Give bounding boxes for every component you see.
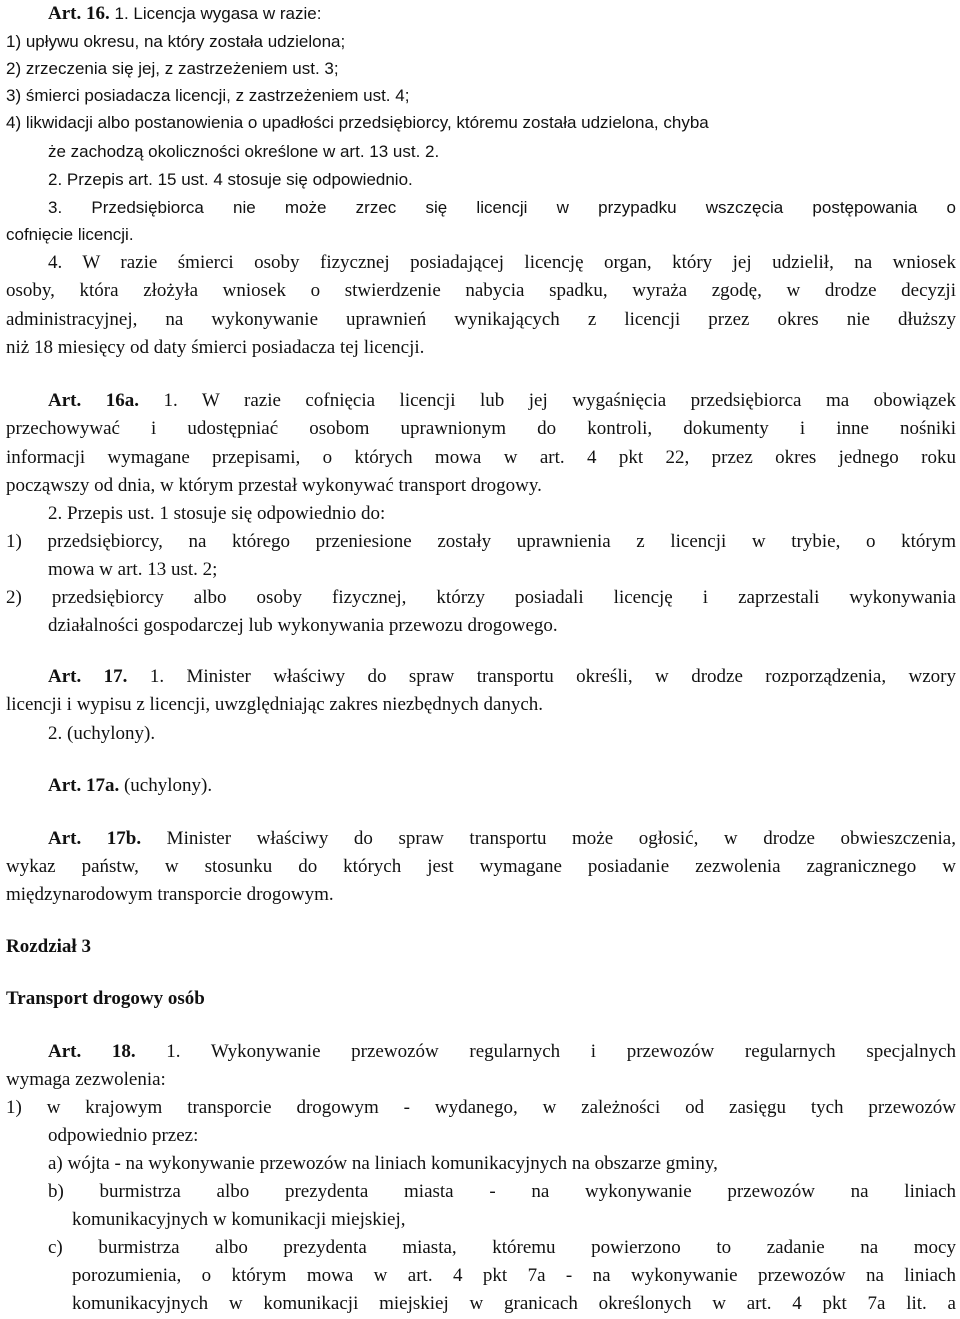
line-text: cofnięcie licencji. xyxy=(6,225,134,244)
line-text: 1) upływu okresu, na który została udzielona; xyxy=(6,32,346,51)
text-line xyxy=(48,827,956,851)
line-text: informacji wymagane przepisami, o których mowa w art. 4 pkt 22, przez okres jednego roku xyxy=(6,447,956,468)
line-text: c) burmistrza albo prezydenta miasta, któremu powierzono to zadanie na mocy xyxy=(48,1237,956,1258)
text-line xyxy=(48,1180,956,1204)
text-line xyxy=(48,1040,956,1064)
line-text: 1) w krajowym transporcie drogowym - wydanego, w zależności od zasięgu tych przewozów xyxy=(6,1097,956,1118)
line-text: wykaz państw, w stosunku do których jest wymagane posiadanie zezwolenia zagranicznego w xyxy=(6,856,956,877)
text-line xyxy=(6,883,956,907)
line-text: b) burmistrza albo prezydenta miasta - na wykonywanie przewozów na liniach xyxy=(48,1181,956,1202)
line-text: począwszy od dnia, w którym przestał wykonywać transport drogowy. xyxy=(6,475,542,496)
line-text: odpowiednio przez: xyxy=(48,1125,199,1146)
text-line xyxy=(6,84,956,108)
text-line xyxy=(6,446,956,470)
text-line xyxy=(48,140,956,164)
text-line xyxy=(48,1124,956,1148)
text-line xyxy=(48,1152,956,1176)
line-text: 4. W razie śmierci osoby fizycznej posiadającej licencję organ, który jej udzielił, na wniosek xyxy=(48,252,956,273)
text-line xyxy=(6,30,956,54)
line-text: 4) likwidacji albo postanowienia o upadłości przedsiębiorcy, któremu została udzielona, chyba xyxy=(6,113,709,132)
text-line xyxy=(48,665,956,689)
text-line xyxy=(72,1292,956,1316)
text-line xyxy=(6,57,956,81)
line-text: 1. Wykonywanie przewozów regularnych i przewozów regularnych specjalnych xyxy=(166,1041,956,1062)
text-line xyxy=(48,722,956,746)
text-line xyxy=(6,586,956,610)
text-line xyxy=(6,279,956,303)
text-line xyxy=(48,2,956,26)
line-text: a) wójta - na wykonywanie przewozów na liniach komunikacyjnych na obszarze gminy, xyxy=(48,1153,718,1174)
line-text: 3. Przedsiębiorca nie może zrzec się licencji w przypadku wszczęcia postępowania o xyxy=(48,198,956,217)
line-text: licencji i wypisu z licencji, uwzględniając zakres niezbędnych danych. xyxy=(6,694,544,715)
heading-text: Transport drogowy osób xyxy=(6,988,205,1009)
text-line xyxy=(48,389,956,413)
heading-text: Rozdział 3 xyxy=(6,936,91,957)
section-heading xyxy=(6,987,956,1011)
line-text: (uchylony). xyxy=(123,775,213,796)
text-line xyxy=(6,474,956,498)
article-number: Art. 17b. xyxy=(48,828,167,849)
text-line xyxy=(48,502,956,526)
line-text: 1. W razie cofnięcia licencji lub jej wygaśnięcia przedsiębiorca ma obowiązek xyxy=(163,390,956,411)
text-line xyxy=(48,196,956,220)
line-text: 1. Licencja wygasa w razie: xyxy=(114,4,322,23)
text-line xyxy=(6,111,956,135)
text-line xyxy=(6,223,956,247)
article-number: Art. 17a. xyxy=(48,775,124,796)
line-text: porozumienia, o którym mowa w art. 4 pkt 7a - na wykonywanie przewozów na liniach xyxy=(72,1265,956,1286)
article-number: Art. 17. xyxy=(48,666,150,687)
line-text: komunikacyjnych w komunikacji miejskiej, xyxy=(72,1209,406,1230)
line-text: że zachodzą okoliczności określone w art. 13 ust. 2. xyxy=(48,142,440,161)
text-line xyxy=(6,1068,956,1092)
line-text: międzynarodowym transporcie drogowym. xyxy=(6,884,334,905)
line-text: 1. Minister właściwy do spraw transportu określi, w drodze rozporządzenia, wzory xyxy=(149,666,956,687)
text-line xyxy=(48,558,956,582)
text-line xyxy=(72,1208,956,1232)
line-text: komunikacyjnych w komunikacji miejskiej w granicach określonych w art. 4 pkt 7a lit. a xyxy=(72,1293,956,1314)
line-text: 2) zrzeczenia się jej, z zastrzeżeniem ust. 3; xyxy=(6,59,339,78)
line-text: administracyjnej, na wykonywanie uprawnień wynikających z licencji przez okres nie dłuższy xyxy=(6,309,956,330)
text-line xyxy=(6,1096,956,1120)
text-line xyxy=(48,168,956,192)
line-text: przechowywać i udostępniać osobom uprawnionym do kontroli, dokumenty i inne nośniki xyxy=(6,418,956,439)
article-number: Art. 18. xyxy=(48,1041,167,1062)
text-line xyxy=(6,336,956,360)
text-line xyxy=(48,774,956,798)
line-text: działalności gospodarczej lub wykonywania przewozu drogowego. xyxy=(48,615,558,636)
article-number: Art. 16a. xyxy=(48,390,164,411)
line-text: 3) śmierci posiadacza licencji, z zastrzeżeniem ust. 4; xyxy=(6,86,410,105)
article-number: Art. 16. xyxy=(48,3,115,24)
text-line xyxy=(48,251,956,275)
line-text: 2. Przepis ust. 1 stosuje się odpowiednio do: xyxy=(48,503,386,524)
line-text: mowa w art. 13 ust. 2; xyxy=(48,559,218,580)
line-text: 2. Przepis art. 15 ust. 4 stosuje się odpowiednio. xyxy=(48,170,413,189)
line-text: Minister właściwy do spraw transportu może ogłosić, w drodze obwieszczenia, xyxy=(166,828,956,849)
line-text: 2) przedsiębiorcy albo osoby fizycznej, którzy posiadali licencję i zaprzestali wykonywania xyxy=(6,587,956,608)
text-line xyxy=(6,855,956,879)
text-line xyxy=(6,417,956,441)
text-line xyxy=(48,614,956,638)
line-text: niż 18 miesięcy od daty śmierci posiadacza tej licencji. xyxy=(6,337,425,358)
text-line xyxy=(72,1264,956,1288)
text-line xyxy=(6,530,956,554)
line-text: osoby, która złożyła wniosek o stwierdzenie nabycia spadku, wyraża zgodę, w drodze decyzji xyxy=(6,280,956,301)
line-text: 2. (uchylony). xyxy=(48,723,156,744)
text-line xyxy=(48,1236,956,1260)
line-text: wymaga zezwolenia: xyxy=(6,1069,166,1090)
text-line xyxy=(6,693,956,717)
line-text: 1) przedsiębiorcy, na którego przeniesione zostały uprawnienia z licencji w trybie, o którym xyxy=(6,531,956,552)
section-heading xyxy=(6,935,956,959)
text-line xyxy=(6,308,956,332)
